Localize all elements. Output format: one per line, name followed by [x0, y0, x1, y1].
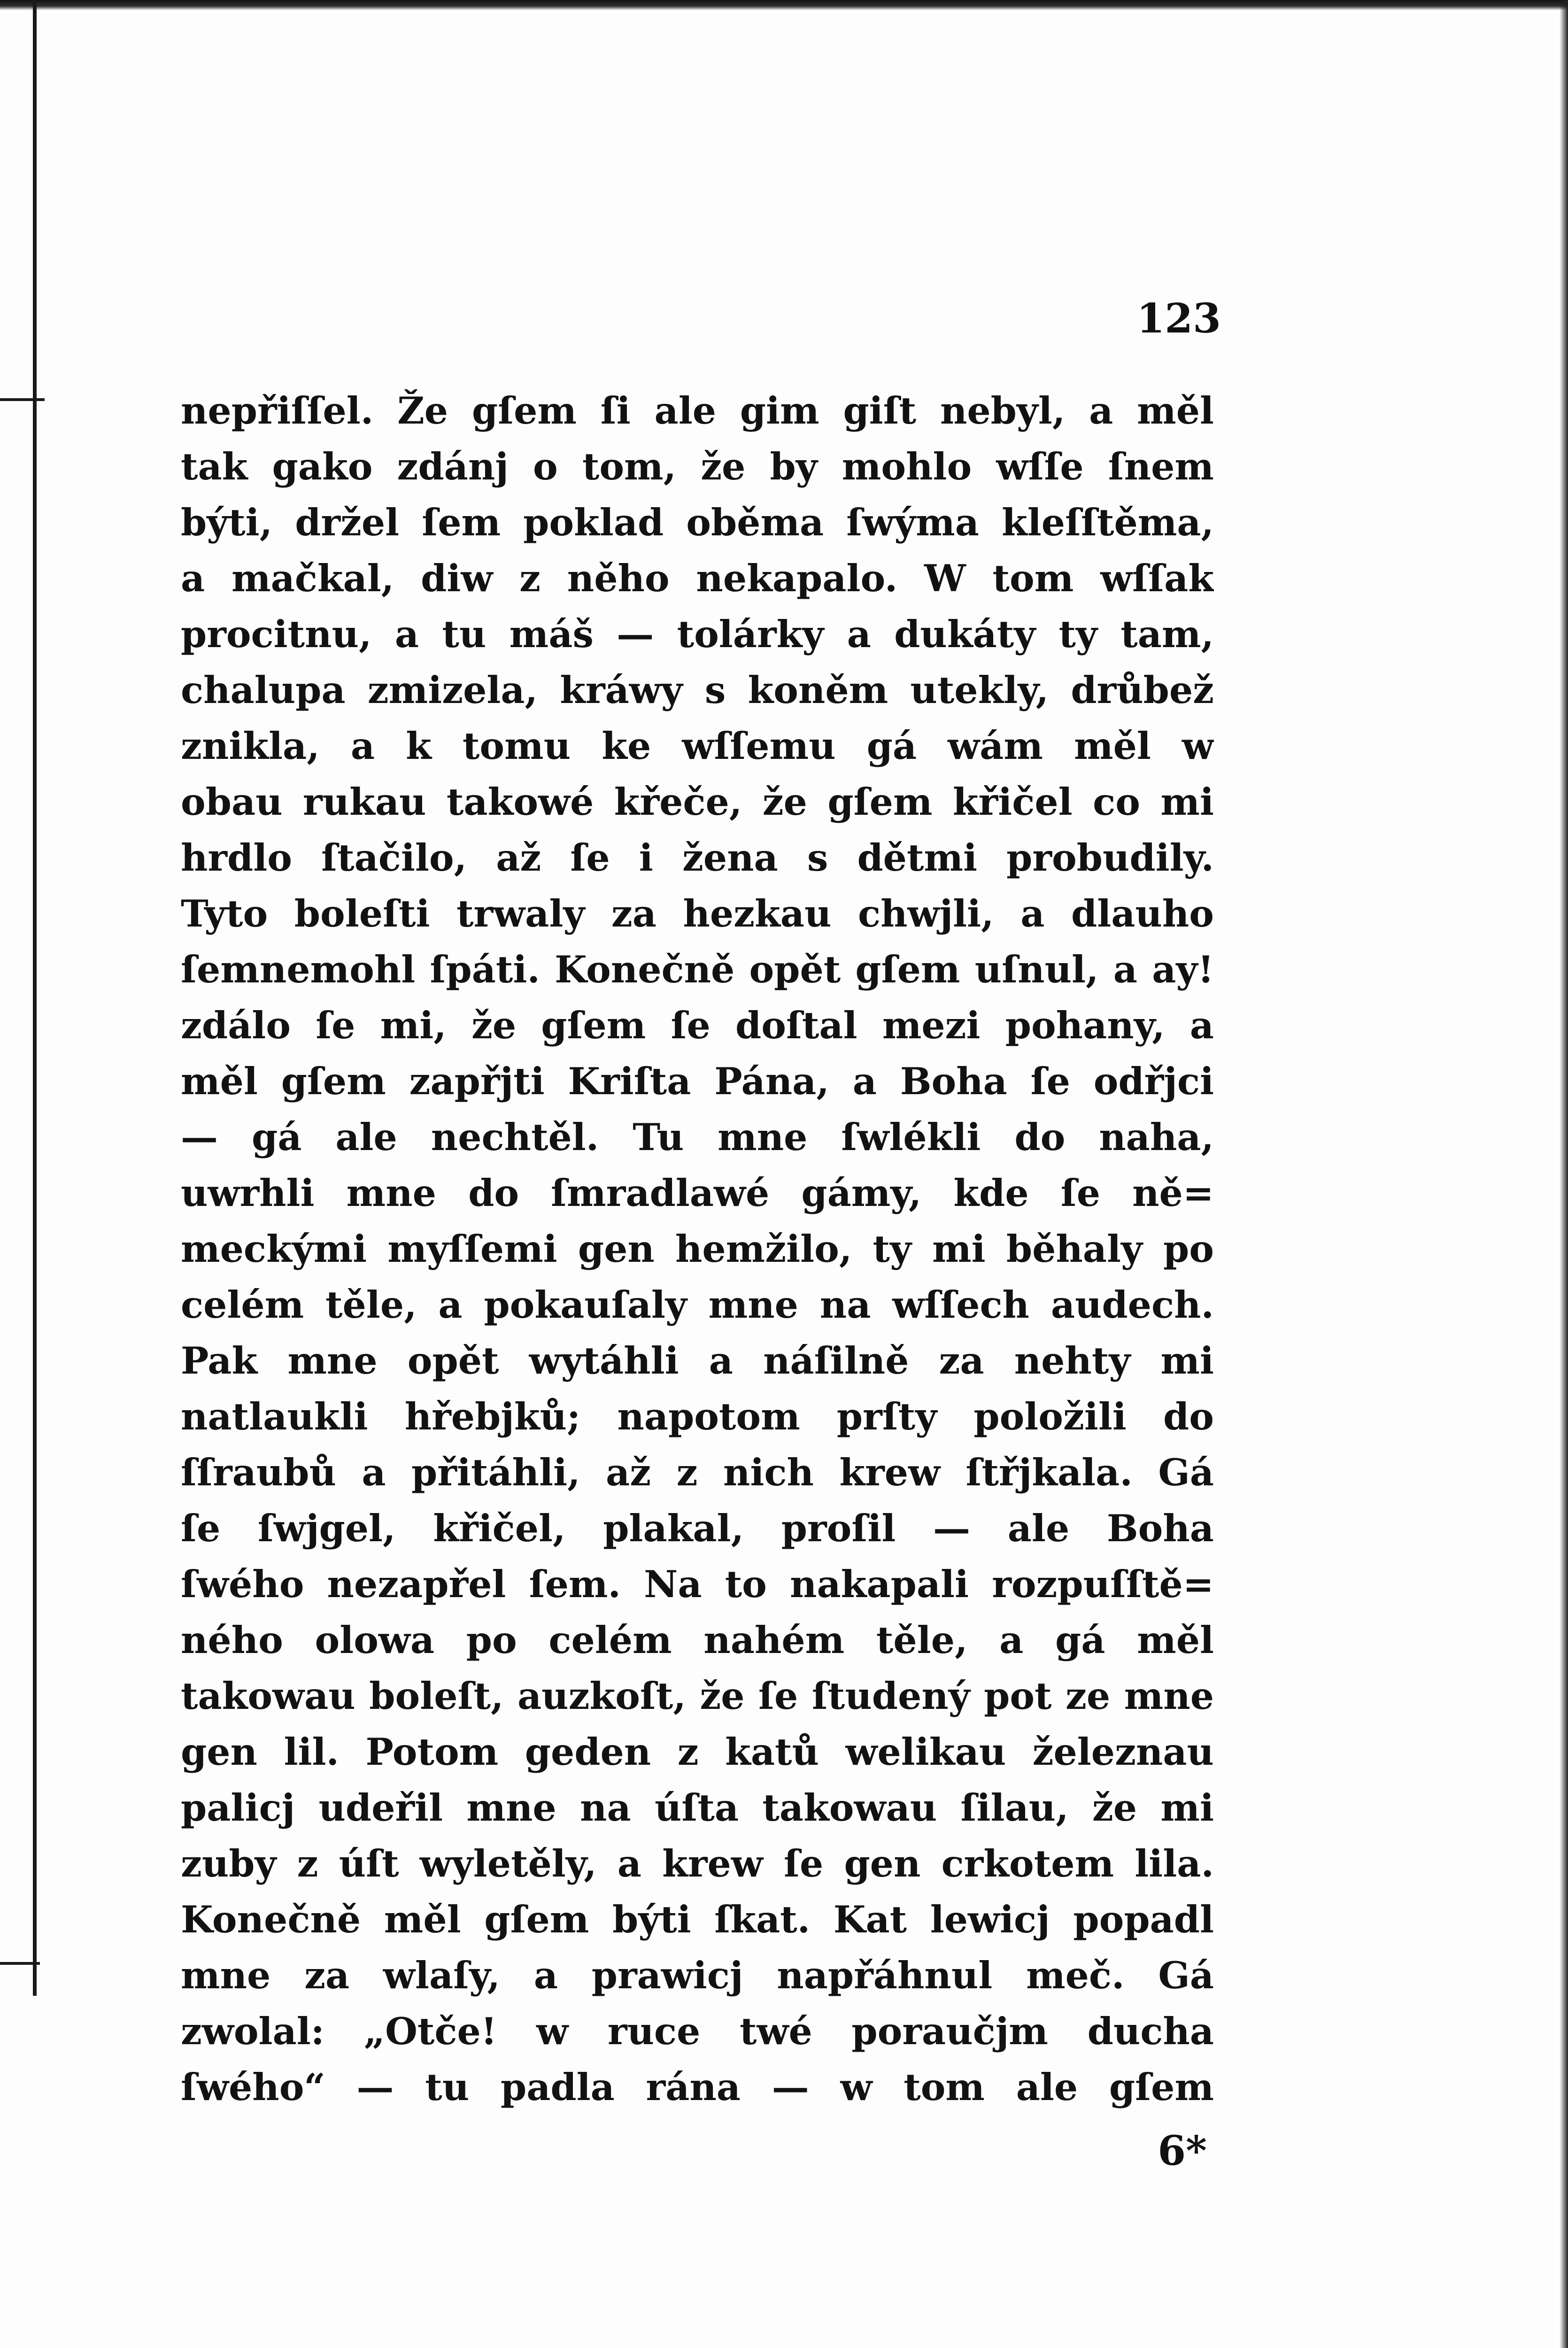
text-line: měl gſem zapřjti Kriſta Pána, a Boha ſe odřjci [181, 1059, 1214, 1103]
text-line: palicj udeřil mne na úſta takowau ſilau, že mi [181, 1786, 1214, 1830]
signature-mark: 6* [1158, 2127, 1207, 2175]
text-line: ſſraubů a přitáhli, až z nich krew ſtřjkala. Gá [181, 1451, 1214, 1494]
text-line: býti, držel ſem poklad oběma ſwýma kleſſtěma, [181, 501, 1214, 544]
text-line: zuby z úſt wyletěly, a krew ſe gen crkotem lila. [181, 1842, 1214, 1885]
text-line: nepřiſſel. Že gſem ſi ale gim giſt nebyl, a měl [181, 389, 1214, 433]
text-line: hrdlo ſtačilo, až ſe i žena s dětmi probudily. [181, 836, 1214, 880]
text-line: ſe ſwjgel, křičel, plakal, proſil — ale Boha [181, 1506, 1214, 1550]
fold-mark-top [0, 398, 45, 401]
text-line: Pak mne opět wytáhli a náſilně za nehty mi [181, 1339, 1214, 1383]
text-line: Konečně měl gſem býti ſkat. Kat lewicj popadl [181, 1898, 1214, 1941]
text-line: chalupa zmizela, kráwy s koněm utekly, drůbež [181, 668, 1214, 712]
scan-edge-top [0, 0, 1568, 10]
body-text [181, 383, 1214, 2115]
text-line: natlaukli hřebjků; napotom prſty položili do [181, 1395, 1214, 1438]
text-line: ſwého“ — tu padla rána — w tom ale gſem [181, 2065, 1214, 2109]
text-line: gen lil. Potom geden z katů welikau železnau [181, 1730, 1214, 1774]
text-line: obau rukau takowé křeče, že gſem křičel co mi [181, 780, 1214, 824]
text-line: — gá ale nechtěl. Tu mne ſwlékli do naha, [181, 1115, 1214, 1159]
text-line: znikla, a k tomu ke wſſemu gá wám měl w [181, 724, 1214, 768]
text-line: procitnu, a tu máš — tolárky a dukáty ty tam, [181, 612, 1214, 656]
text-line: uwrhli mne do ſmradlawé gámy, kde ſe ně= [181, 1171, 1214, 1215]
fold-mark-bottom [0, 1962, 40, 1965]
text-line: tak gako zdánj o tom, že by mohlo wſſe ſnem [181, 445, 1214, 488]
page-fold-line [33, 0, 37, 1996]
text-line: ſwého nezapřel ſem. Na to nakapali rozpuſſtě= [181, 1562, 1214, 1606]
scan-edge-right [1560, 0, 1568, 2348]
text-line: zwolal: „Otče! w ruce twé poraučjm ducha [181, 2009, 1214, 2053]
text-line: ného olowa po celém nahém těle, a gá měl [181, 1618, 1214, 1662]
text-line: ſemnemohl ſpáti. Konečně opět gſem uſnul, a ay! [181, 948, 1214, 991]
page-number: 123 [1136, 295, 1221, 342]
text-line: celém těle, a pokauſaly mne na wſſech audech. [181, 1283, 1214, 1327]
text-line: mne za wlaſy, a prawicj napřáhnul meč. Gá [181, 1954, 1214, 1997]
text-line: takowau boleſt, auzkoſt, že ſe ſtudený pot ze mne [181, 1674, 1214, 1718]
text-line: a mačkal, diw z něho nekapalo. W tom wſſak [181, 556, 1214, 600]
text-line: zdálo ſe mi, že gſem ſe doſtal mezi pohany, a [181, 1004, 1214, 1047]
text-line: meckými myſſemi gen hemžilo, ty mi běhaly po [181, 1227, 1214, 1271]
text-line: Tyto boleſti trwaly za hezkau chwjli, a dlauho [181, 892, 1214, 935]
